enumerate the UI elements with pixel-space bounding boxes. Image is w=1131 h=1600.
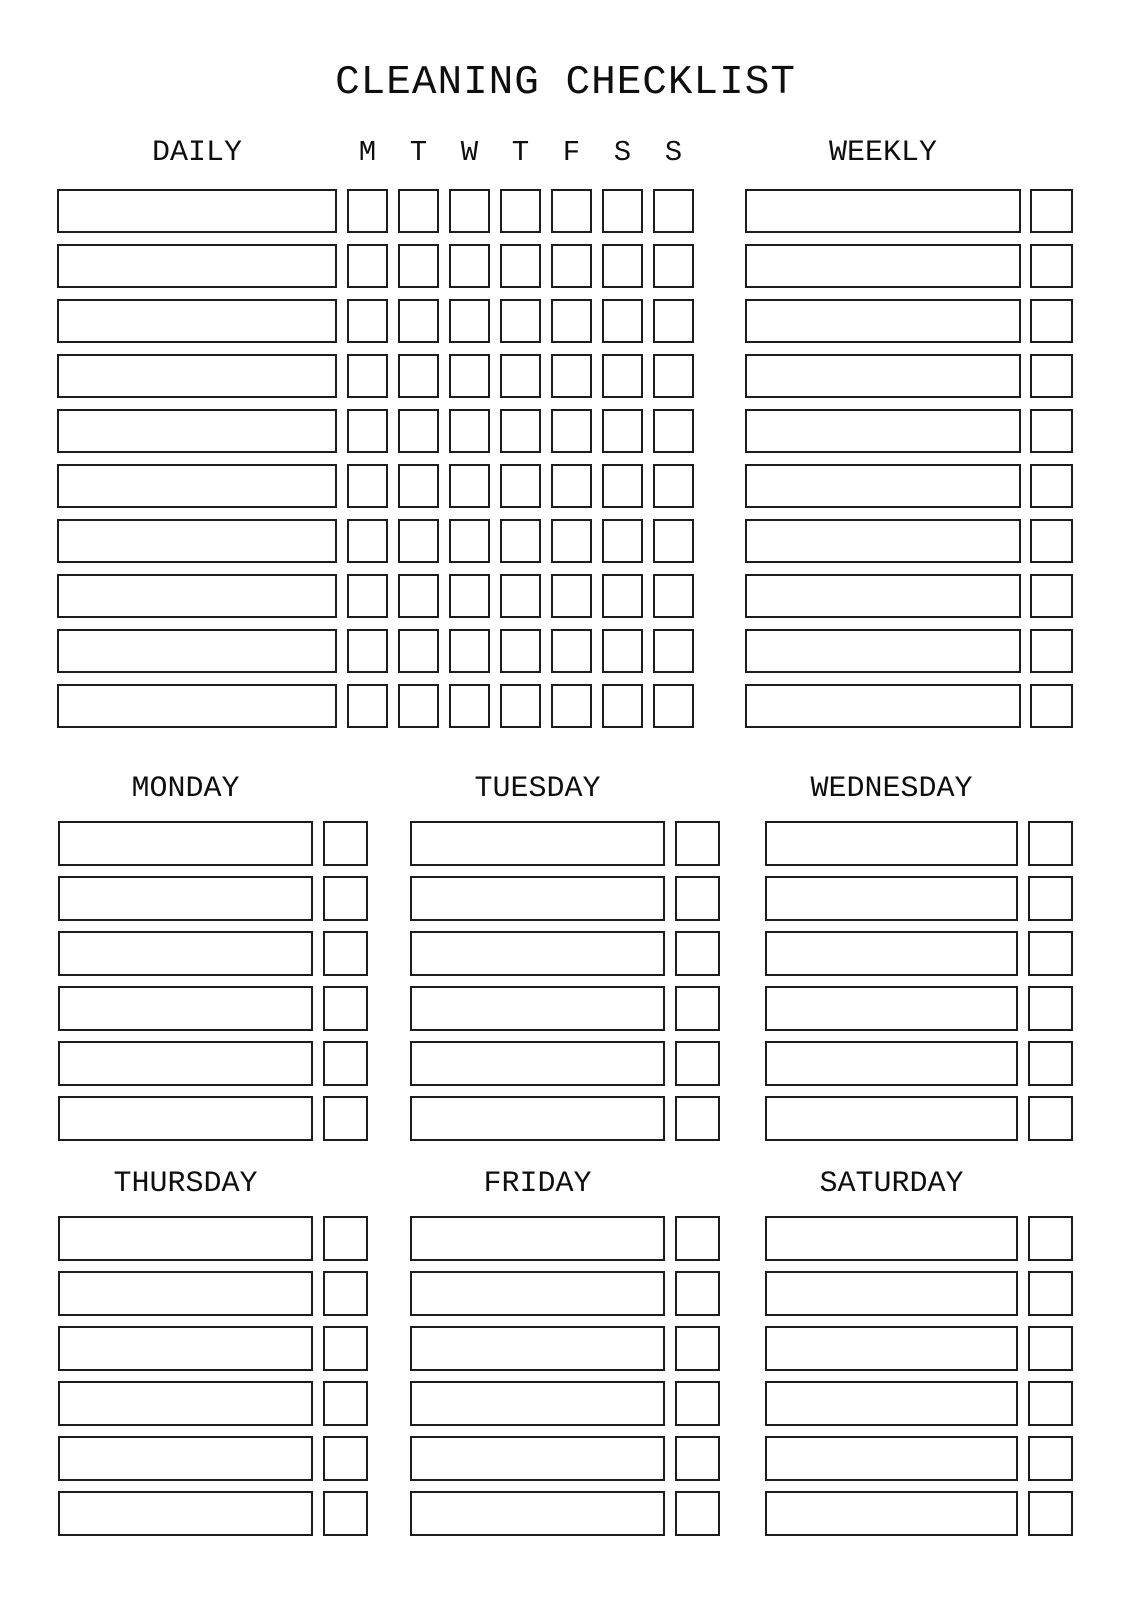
monday-task-row bbox=[58, 986, 368, 1031]
weekly-task-row bbox=[745, 409, 1073, 453]
saturday-rows bbox=[765, 1216, 1073, 1536]
weekly-section-label: WEEKLY bbox=[828, 136, 938, 170]
daily-checkbox-t4[interactable] bbox=[500, 684, 541, 728]
thursday-task-row bbox=[58, 1381, 368, 1426]
daily-task-row bbox=[57, 629, 694, 673]
friday-checkbox[interactable] bbox=[675, 1271, 720, 1316]
daily-checkbox-s7[interactable] bbox=[653, 464, 694, 508]
tuesday-checkbox[interactable] bbox=[675, 931, 720, 976]
day-letters-spacer bbox=[57, 153, 337, 154]
daily-checkbox-w3[interactable] bbox=[449, 189, 490, 233]
daily-task-row bbox=[57, 354, 694, 398]
thursday-task-row bbox=[58, 1436, 368, 1481]
daily-checkbox-m1[interactable] bbox=[347, 189, 388, 233]
day-letter-1: M bbox=[358, 136, 377, 169]
tuesday-rows bbox=[410, 821, 720, 1141]
saturday-task-input-box[interactable] bbox=[765, 1491, 1018, 1536]
daily-checkbox-m1[interactable] bbox=[347, 629, 388, 673]
monday-task-row bbox=[58, 1096, 368, 1141]
wednesday-checkbox[interactable] bbox=[1028, 876, 1073, 921]
thursday-task-row bbox=[58, 1271, 368, 1316]
daily-checkbox-t2[interactable] bbox=[398, 409, 439, 453]
tuesday-task-input-box[interactable] bbox=[410, 1096, 665, 1141]
section-monday bbox=[58, 768, 368, 1141]
day-letter-7: S bbox=[664, 136, 683, 169]
saturday-task-input-box[interactable] bbox=[765, 1436, 1018, 1481]
daily-checkbox-s7[interactable] bbox=[653, 189, 694, 233]
saturday-checkbox[interactable] bbox=[1028, 1436, 1073, 1481]
daily-checkbox-w3[interactable] bbox=[449, 464, 490, 508]
friday-task-row bbox=[410, 1436, 720, 1481]
daily-section-label: DAILY bbox=[151, 136, 242, 170]
thursday-task-input-box[interactable] bbox=[58, 1271, 313, 1316]
page-title: CLEANING CHECKLIST bbox=[335, 60, 796, 106]
friday-checkbox[interactable] bbox=[675, 1216, 720, 1261]
daily-checkbox-m1[interactable] bbox=[347, 574, 388, 618]
wednesday-task-row bbox=[765, 821, 1073, 866]
daily-checkbox-t4[interactable] bbox=[500, 299, 541, 343]
daily-task-row bbox=[57, 244, 694, 288]
friday-checkbox[interactable] bbox=[675, 1326, 720, 1371]
friday-task-input-box[interactable] bbox=[410, 1271, 665, 1316]
section-saturday bbox=[765, 1163, 1073, 1536]
wednesday-section-label: WEDNESDAY bbox=[810, 772, 973, 806]
daily-checkbox-f5[interactable] bbox=[551, 409, 592, 453]
daily-checkbox-w3[interactable] bbox=[449, 629, 490, 673]
weekly-checkbox[interactable] bbox=[1030, 189, 1073, 233]
weekly-task-input-box[interactable] bbox=[745, 299, 1021, 343]
daily-task-input-box[interactable] bbox=[57, 519, 337, 563]
tuesday-task-input-box[interactable] bbox=[410, 1041, 665, 1086]
friday-rows bbox=[410, 1216, 720, 1536]
daily-checkbox-s6[interactable] bbox=[602, 519, 643, 563]
daily-checkbox-s6[interactable] bbox=[602, 189, 643, 233]
saturday-task-row bbox=[765, 1381, 1073, 1426]
wednesday-checkbox[interactable] bbox=[1028, 986, 1073, 1031]
saturday-checkbox[interactable] bbox=[1028, 1216, 1073, 1261]
wednesday-rows bbox=[765, 821, 1073, 1141]
thursday-task-row bbox=[58, 1326, 368, 1371]
daily-checkbox-f5[interactable] bbox=[551, 519, 592, 563]
thursday-task-input-box[interactable] bbox=[58, 1491, 313, 1536]
weekly-checkbox[interactable] bbox=[1030, 299, 1073, 343]
wednesday-task-input-box[interactable] bbox=[765, 931, 1018, 976]
wednesday-task-row bbox=[765, 986, 1073, 1031]
saturday-task-input-box[interactable] bbox=[765, 1271, 1018, 1316]
daily-checkbox-s7[interactable] bbox=[653, 684, 694, 728]
monday-task-input-box[interactable] bbox=[58, 1041, 313, 1086]
daily-checkbox-t4[interactable] bbox=[500, 409, 541, 453]
daily-task-row bbox=[57, 684, 694, 728]
daily-checkbox-t2[interactable] bbox=[398, 189, 439, 233]
friday-section-label: FRIDAY bbox=[483, 1167, 592, 1201]
monday-task-row bbox=[58, 821, 368, 866]
daily-checkbox-m1[interactable] bbox=[347, 464, 388, 508]
weekly-task-input-box[interactable] bbox=[745, 684, 1021, 728]
weekly-checkbox[interactable] bbox=[1030, 244, 1073, 288]
weekly-checkbox[interactable] bbox=[1030, 409, 1073, 453]
daily-checkbox-t4[interactable] bbox=[500, 519, 541, 563]
daily-task-row bbox=[57, 464, 694, 508]
daily-checkbox-s6[interactable] bbox=[602, 299, 643, 343]
tuesday-checkbox[interactable] bbox=[675, 1041, 720, 1086]
daily-checkbox-f5[interactable] bbox=[551, 464, 592, 508]
monday-task-row bbox=[58, 876, 368, 921]
daily-checkbox-t4[interactable] bbox=[500, 354, 541, 398]
friday-task-row bbox=[410, 1491, 720, 1536]
weekly-task-input-box[interactable] bbox=[745, 189, 1021, 233]
daily-checkbox-t2[interactable] bbox=[398, 519, 439, 563]
daily-checkbox-m1[interactable] bbox=[347, 519, 388, 563]
tuesday-checkbox[interactable] bbox=[675, 1096, 720, 1141]
monday-task-row bbox=[58, 931, 368, 976]
tuesday-checkbox[interactable] bbox=[675, 821, 720, 866]
weekly-task-input-box[interactable] bbox=[745, 574, 1021, 618]
tuesday-task-input-box[interactable] bbox=[410, 986, 665, 1031]
weekly-checkbox[interactable] bbox=[1030, 574, 1073, 618]
thursday-checkbox[interactable] bbox=[323, 1381, 368, 1426]
daily-task-row bbox=[57, 189, 694, 233]
tuesday-task-row bbox=[410, 931, 720, 976]
daily-checkbox-f5[interactable] bbox=[551, 244, 592, 288]
friday-task-row bbox=[410, 1271, 720, 1316]
thursday-checkbox[interactable] bbox=[323, 1491, 368, 1536]
daily-task-row bbox=[57, 409, 694, 453]
wednesday-checkbox[interactable] bbox=[1028, 821, 1073, 866]
daily-checkbox-w3[interactable] bbox=[449, 574, 490, 618]
monday-rows bbox=[58, 821, 368, 1141]
weekly-checkbox[interactable] bbox=[1030, 519, 1073, 563]
daily-task-input-box[interactable] bbox=[57, 299, 337, 343]
tuesday-task-input-box[interactable] bbox=[410, 876, 665, 921]
daily-checkbox-t2[interactable] bbox=[398, 684, 439, 728]
friday-task-input-box[interactable] bbox=[410, 1491, 665, 1536]
tuesday-task-row bbox=[410, 1096, 720, 1141]
tuesday-task-row bbox=[410, 821, 720, 866]
weekly-task-row bbox=[745, 189, 1073, 233]
daily-checkbox-m1[interactable] bbox=[347, 409, 388, 453]
daily-checkbox-s7[interactable] bbox=[653, 409, 694, 453]
thursday-section-label: THURSDAY bbox=[113, 1167, 258, 1201]
monday-section-label: MONDAY bbox=[131, 772, 240, 806]
daily-checkbox-s7[interactable] bbox=[653, 629, 694, 673]
weekly-task-row bbox=[745, 684, 1073, 728]
monday-task-row bbox=[58, 1041, 368, 1086]
daily-checkbox-s7[interactable] bbox=[653, 519, 694, 563]
daily-checkbox-t2[interactable] bbox=[398, 299, 439, 343]
monday-checkbox[interactable] bbox=[323, 821, 368, 866]
day-letter-3: W bbox=[460, 136, 479, 169]
daily-checkbox-f5[interactable] bbox=[551, 574, 592, 618]
daily-checkbox-s6[interactable] bbox=[602, 684, 643, 728]
saturday-task-row bbox=[765, 1271, 1073, 1316]
daily-task-input-box[interactable] bbox=[57, 629, 337, 673]
monday-checkbox[interactable] bbox=[323, 876, 368, 921]
monday-checkbox[interactable] bbox=[323, 1096, 368, 1141]
daily-task-input-box[interactable] bbox=[57, 574, 337, 618]
day-letter-4: T bbox=[511, 136, 530, 169]
daily-checkbox-t2[interactable] bbox=[398, 629, 439, 673]
section-tuesday bbox=[410, 768, 720, 1141]
friday-task-row bbox=[410, 1326, 720, 1371]
wednesday-task-row bbox=[765, 931, 1073, 976]
wednesday-task-row bbox=[765, 1096, 1073, 1141]
daily-checkbox-f5[interactable] bbox=[551, 629, 592, 673]
saturday-task-row bbox=[765, 1216, 1073, 1261]
wednesday-checkbox[interactable] bbox=[1028, 1041, 1073, 1086]
friday-task-input-box[interactable] bbox=[410, 1436, 665, 1481]
tuesday-task-row bbox=[410, 986, 720, 1031]
wednesday-task-input-box[interactable] bbox=[765, 1096, 1018, 1141]
daily-checkbox-t2[interactable] bbox=[398, 244, 439, 288]
weekly-task-row bbox=[745, 299, 1073, 343]
tuesday-checkbox[interactable] bbox=[675, 876, 720, 921]
daily-task-input-box[interactable] bbox=[57, 244, 337, 288]
daily-checkbox-t2[interactable] bbox=[398, 574, 439, 618]
tuesday-task-row bbox=[410, 876, 720, 921]
day-letter-5: F bbox=[562, 136, 581, 169]
weekly-task-input-box[interactable] bbox=[745, 464, 1021, 508]
weekly-checkbox[interactable] bbox=[1030, 464, 1073, 508]
day-letter-6: S bbox=[613, 136, 632, 169]
section-thursday bbox=[58, 1163, 368, 1536]
daily-checkbox-m1[interactable] bbox=[347, 299, 388, 343]
wednesday-task-row bbox=[765, 1041, 1073, 1086]
daily-checkbox-s6[interactable] bbox=[602, 244, 643, 288]
daily-checkbox-s7[interactable] bbox=[653, 354, 694, 398]
thursday-checkbox[interactable] bbox=[323, 1271, 368, 1316]
weekly-task-input-box[interactable] bbox=[745, 519, 1021, 563]
monday-checkbox[interactable] bbox=[323, 931, 368, 976]
saturday-task-input-box[interactable] bbox=[765, 1381, 1018, 1426]
daily-checkbox-w3[interactable] bbox=[449, 684, 490, 728]
daily-checkbox-s7[interactable] bbox=[653, 244, 694, 288]
daily-checkbox-s7[interactable] bbox=[653, 574, 694, 618]
daily-task-row bbox=[57, 574, 694, 618]
daily-checkbox-s7[interactable] bbox=[653, 299, 694, 343]
daily-task-input-box[interactable] bbox=[57, 409, 337, 453]
daily-checkbox-f5[interactable] bbox=[551, 684, 592, 728]
daily-task-input-box[interactable] bbox=[57, 354, 337, 398]
daily-checkbox-s6[interactable] bbox=[602, 629, 643, 673]
weekly-task-row bbox=[745, 354, 1073, 398]
daily-task-input-box[interactable] bbox=[57, 189, 337, 233]
daily-checkbox-s6[interactable] bbox=[602, 464, 643, 508]
weekly-task-row bbox=[745, 519, 1073, 563]
daily-checkbox-f5[interactable] bbox=[551, 299, 592, 343]
friday-checkbox[interactable] bbox=[675, 1436, 720, 1481]
daily-checkbox-m1[interactable] bbox=[347, 684, 388, 728]
daily-rows bbox=[57, 189, 694, 728]
weekly-checkbox[interactable] bbox=[1030, 684, 1073, 728]
wednesday-task-row bbox=[765, 876, 1073, 921]
daily-checkbox-m1[interactable] bbox=[347, 354, 388, 398]
daily-checkbox-t4[interactable] bbox=[500, 574, 541, 618]
daily-checkbox-w3[interactable] bbox=[449, 409, 490, 453]
weekly-task-input-box[interactable] bbox=[745, 629, 1021, 673]
thursday-task-input-box[interactable] bbox=[58, 1326, 313, 1371]
daily-checkbox-t4[interactable] bbox=[500, 244, 541, 288]
monday-checkbox[interactable] bbox=[323, 1041, 368, 1086]
daily-checkbox-w3[interactable] bbox=[449, 519, 490, 563]
weekly-checkbox[interactable] bbox=[1030, 629, 1073, 673]
daily-checkbox-t2[interactable] bbox=[398, 354, 439, 398]
day-letters-row bbox=[57, 136, 694, 170]
wednesday-task-input-box[interactable] bbox=[765, 876, 1018, 921]
saturday-task-row bbox=[765, 1436, 1073, 1481]
friday-task-row bbox=[410, 1216, 720, 1261]
section-friday bbox=[410, 1163, 720, 1536]
daily-checkbox-t2[interactable] bbox=[398, 464, 439, 508]
weekly-task-row bbox=[745, 464, 1073, 508]
daily-checkbox-t4[interactable] bbox=[500, 629, 541, 673]
monday-task-input-box[interactable] bbox=[58, 1096, 313, 1141]
weekly-task-row bbox=[745, 244, 1073, 288]
daily-task-input-box[interactable] bbox=[57, 464, 337, 508]
monday-checkbox[interactable] bbox=[323, 986, 368, 1031]
friday-task-row bbox=[410, 1381, 720, 1426]
friday-checkbox[interactable] bbox=[675, 1381, 720, 1426]
daily-checkbox-s6[interactable] bbox=[602, 409, 643, 453]
monday-task-input-box[interactable] bbox=[58, 931, 313, 976]
wednesday-task-input-box[interactable] bbox=[765, 986, 1018, 1031]
friday-task-input-box[interactable] bbox=[410, 1216, 665, 1261]
tuesday-checkbox[interactable] bbox=[675, 986, 720, 1031]
friday-checkbox[interactable] bbox=[675, 1491, 720, 1536]
tuesday-task-row bbox=[410, 1041, 720, 1086]
thursday-checkbox[interactable] bbox=[323, 1436, 368, 1481]
friday-task-input-box[interactable] bbox=[410, 1326, 665, 1371]
daily-checkbox-s6[interactable] bbox=[602, 574, 643, 618]
daily-task-row bbox=[57, 519, 694, 563]
daily-checkbox-t4[interactable] bbox=[500, 189, 541, 233]
monday-task-input-box[interactable] bbox=[58, 876, 313, 921]
daily-checkbox-w3[interactable] bbox=[449, 244, 490, 288]
thursday-task-input-box[interactable] bbox=[58, 1436, 313, 1481]
day-letter-2: T bbox=[409, 136, 428, 169]
weekly-rows bbox=[745, 189, 1073, 728]
daily-checkbox-f5[interactable] bbox=[551, 354, 592, 398]
daily-checkbox-w3[interactable] bbox=[449, 354, 490, 398]
daily-checkbox-t4[interactable] bbox=[500, 464, 541, 508]
saturday-task-row bbox=[765, 1326, 1073, 1371]
saturday-section-label: SATURDAY bbox=[819, 1167, 964, 1201]
thursday-task-input-box[interactable] bbox=[58, 1381, 313, 1426]
daily-checkbox-s6[interactable] bbox=[602, 354, 643, 398]
thursday-checkbox[interactable] bbox=[323, 1216, 368, 1261]
saturday-checkbox[interactable] bbox=[1028, 1326, 1073, 1371]
daily-checkbox-m1[interactable] bbox=[347, 244, 388, 288]
monday-task-input-box[interactable] bbox=[58, 986, 313, 1031]
tuesday-task-input-box[interactable] bbox=[410, 931, 665, 976]
saturday-task-input-box[interactable] bbox=[765, 1326, 1018, 1371]
thursday-checkbox[interactable] bbox=[323, 1326, 368, 1371]
tuesday-section-label: TUESDAY bbox=[474, 772, 601, 806]
saturday-task-input-box[interactable] bbox=[765, 1216, 1018, 1261]
saturday-checkbox[interactable] bbox=[1028, 1381, 1073, 1426]
daily-checkbox-f5[interactable] bbox=[551, 189, 592, 233]
weekly-task-input-box[interactable] bbox=[745, 409, 1021, 453]
wednesday-task-input-box[interactable] bbox=[765, 821, 1018, 866]
section-wednesday bbox=[765, 768, 1073, 1141]
thursday-task-input-box[interactable] bbox=[58, 1216, 313, 1261]
daily-checkbox-w3[interactable] bbox=[449, 299, 490, 343]
monday-task-input-box[interactable] bbox=[58, 821, 313, 866]
wednesday-task-input-box[interactable] bbox=[765, 1041, 1018, 1086]
weekly-task-row bbox=[745, 574, 1073, 618]
wednesday-checkbox[interactable] bbox=[1028, 931, 1073, 976]
wednesday-checkbox[interactable] bbox=[1028, 1096, 1073, 1141]
weekly-task-input-box[interactable] bbox=[745, 244, 1021, 288]
tuesday-task-input-box[interactable] bbox=[410, 821, 665, 866]
weekly-checkbox[interactable] bbox=[1030, 354, 1073, 398]
daily-task-row bbox=[57, 299, 694, 343]
thursday-task-row bbox=[58, 1216, 368, 1261]
weekly-task-row bbox=[745, 629, 1073, 673]
saturday-checkbox[interactable] bbox=[1028, 1271, 1073, 1316]
thursday-rows bbox=[58, 1216, 368, 1536]
thursday-task-row bbox=[58, 1491, 368, 1536]
saturday-task-row bbox=[765, 1491, 1073, 1536]
friday-task-input-box[interactable] bbox=[410, 1381, 665, 1426]
daily-task-input-box[interactable] bbox=[57, 684, 337, 728]
saturday-checkbox[interactable] bbox=[1028, 1491, 1073, 1536]
weekly-task-input-box[interactable] bbox=[745, 354, 1021, 398]
